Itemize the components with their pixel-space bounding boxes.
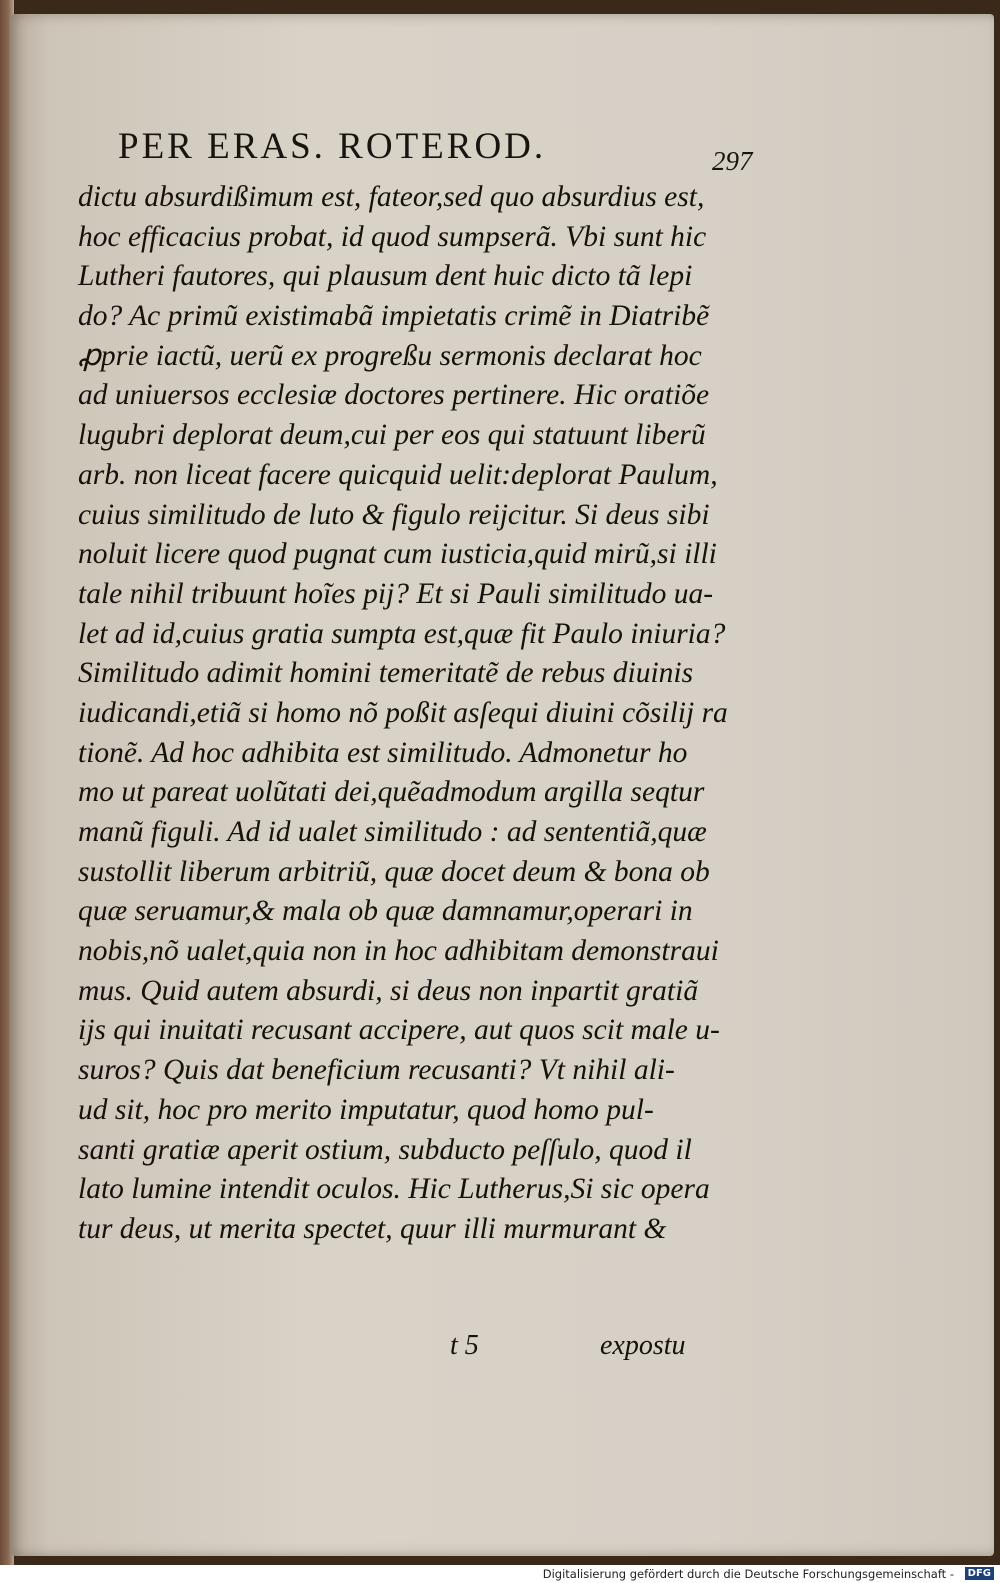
text-line: santi gratiæ aperit ostium, subducto peſſulo, quod il [78, 1133, 692, 1166]
text-line: hoc efficacius probat, id quod sumpserã. Vbi sunt hic [78, 220, 707, 253]
text-line: mo ut pareat uolũtati dei,quẽadmodum argilla seqtur [78, 776, 705, 809]
text-line: lato lumine intendit oculos. Hic Lutherus,Si sic opera [78, 1173, 710, 1206]
text-line: noluit licere quod pugnat cum iusticia,quid mirũ,si illi [78, 538, 717, 571]
text-line: tionẽ. Ad hoc adhibita est similitudo. Admonetur ho [78, 736, 688, 769]
catchword: expostu [600, 1330, 686, 1361]
signature-mark: t 5 [450, 1330, 479, 1361]
page-number: 297 [712, 146, 753, 176]
text-line: suros? Quis dat beneficium recusanti? Vt nihil ali- [78, 1054, 675, 1087]
text-line: arb. non liceat facere quicquid uelit:deplorat Paulum, [78, 458, 718, 491]
dfg-logo: DFG [965, 1567, 994, 1580]
text-line: ad uniuersos ecclesiæ doctores pertinere. Hic oratiõe [78, 379, 710, 412]
text-line: tale nihil tribuunt hoĩes pij? Et si Pauli similitudo ua- [78, 577, 714, 610]
text-line: ꝓprie iactũ, uerũ ex progreßu sermonis declarat hoc [78, 339, 702, 372]
text-line: Similitudo adimit homini temeritatẽ de rebus diuinis [78, 657, 694, 690]
text-line: manũ figuli. Ad id ualet similitudo : ad sententiã,quæ [78, 816, 707, 848]
text-line: sustollit liberum arbitriũ, quæ docet deum & bona ob [78, 855, 710, 888]
text-line: quæ seruamur,& mala ob quæ damnamur,operari in [78, 895, 693, 928]
text-line: mus. Quid autem absurdi, si deus non inpartit gratiã [78, 974, 699, 1007]
text-line: nobis,nõ ualet,quia non in hoc adhibitam demonstraui [78, 935, 719, 968]
text-line: ijs qui inuitati recusant accipere, aut quos scit male u- [78, 1014, 720, 1047]
text-line: do? Ac primũ existimabã impietatis crimẽ in Diatribẽ [78, 300, 710, 333]
body-text [78, 178, 758, 1250]
digitization-credit: Digitalisierung gefördert durch die Deutsche Forschungsgemeinschaft - [542, 1567, 954, 1581]
text-line: tur deus, ut merita spectet, quur illi murmurant & [78, 1212, 667, 1245]
text-line: let ad id,cuius gratia sumpta est,quæ fit Paulo iniuria? [78, 617, 726, 650]
text-line: Lutheri fautores, qui plausum dent huic dicto tã lepi [78, 260, 693, 293]
text-line: ud sit, hoc pro merito imputatur, quod homo pul- [78, 1093, 654, 1126]
text-line: dictu absurdißimum est, fateor,sed quo absurdius est, [78, 181, 705, 213]
text-line: cuius similitudo de luto & figulo reijcitur. Si deus sibi [78, 498, 710, 531]
running-head: PER ERAS. ROTEROD. [118, 126, 547, 167]
text-line: lugubri deplorat deum,cui per eos qui statuunt liberũ [78, 419, 706, 452]
text-line: iudicandi,etiã si homo nõ poßit asſequi diuini cõsilij ra [78, 696, 728, 729]
